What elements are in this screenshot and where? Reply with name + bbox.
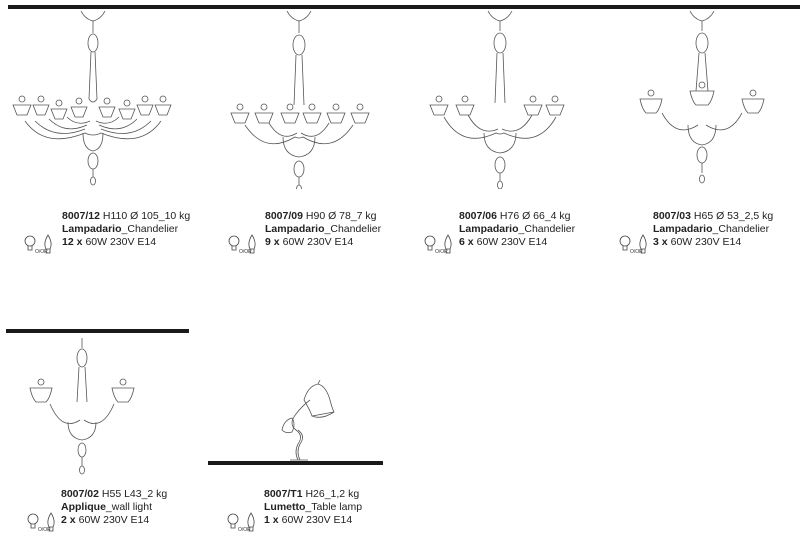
product-code: 8007/09 [265, 210, 303, 222]
product-info [653, 210, 773, 249]
bulb-spec: 60W 230V E14 [281, 514, 353, 526]
bulb-spec: 60W 230V E14 [282, 236, 354, 248]
product-dimensions: H26_1,2 kg [305, 488, 360, 500]
product-type: _Table lamp [305, 501, 363, 513]
or-label: O/OR [35, 249, 48, 255]
bulb-icon [228, 233, 256, 255]
or-label: O/OR [435, 249, 448, 255]
bulb-icon [27, 511, 55, 533]
wall-light-icon [26, 334, 146, 484]
bulb-spec: 60W 230V E14 [670, 236, 742, 248]
product-dimensions: H110 Ø 105_10 kg [102, 210, 191, 222]
bulb-icon [227, 511, 255, 533]
product-name: Lampadario [265, 223, 325, 235]
product-info [62, 210, 190, 249]
product-name: Lampadario [653, 223, 713, 235]
bulb-spec: 60W 230V E14 [476, 236, 548, 248]
product-type: _Chandelier [121, 223, 179, 235]
product-info [264, 488, 362, 527]
chandelier-3-lights-icon [632, 9, 782, 189]
product-info [459, 210, 575, 249]
product-name: Applique [61, 501, 106, 513]
product-type: _wall light [105, 501, 153, 513]
bulb-spec: 60W 230V E14 [78, 514, 150, 526]
bulb-quantity: 12 x [62, 236, 83, 248]
product-code: 8007/12 [62, 210, 100, 222]
bulb-quantity: 2 x [61, 514, 76, 526]
chandelier-6-lights-icon [426, 9, 566, 189]
product-name: Lampadario [62, 223, 122, 235]
product-name: Lumetto [264, 501, 306, 513]
product-info [265, 210, 381, 249]
bulb-icon [24, 233, 52, 255]
product-code: 8007/T1 [264, 488, 303, 500]
product-info [61, 488, 167, 527]
bulb-icon [424, 233, 452, 255]
or-label: O/OR [38, 527, 51, 533]
product-type: _Chandelier [712, 223, 770, 235]
chandelier-12-lights-icon [5, 9, 175, 189]
or-label: O/OR [239, 249, 252, 255]
product-dimensions: H65 Ø 53_2,5 kg [693, 210, 774, 222]
product-dimensions: H76 Ø 66_4 kg [499, 210, 571, 222]
product-dimensions: H55 L43_2 kg [101, 488, 168, 500]
product-code: 8007/03 [653, 210, 691, 222]
table-lamp-icon [268, 380, 338, 462]
product-type: _Chandelier [518, 223, 576, 235]
product-type: _Chandelier [324, 223, 382, 235]
chandelier-9-lights-icon [225, 9, 375, 189]
wall-rule [6, 329, 189, 333]
bulb-spec: 60W 230V E14 [85, 236, 157, 248]
product-name: Lampadario [459, 223, 519, 235]
product-code: 8007/06 [459, 210, 497, 222]
bulb-quantity: 3 x [653, 236, 668, 248]
bulb-quantity: 6 x [459, 236, 474, 248]
bulb-icon [619, 233, 647, 255]
or-label: O/OR [630, 249, 643, 255]
bulb-quantity: 1 x [264, 514, 279, 526]
product-dimensions: H90 Ø 78_7 kg [305, 210, 377, 222]
or-label: O/OR [238, 527, 251, 533]
product-code: 8007/02 [61, 488, 99, 500]
bulb-quantity: 9 x [265, 236, 280, 248]
